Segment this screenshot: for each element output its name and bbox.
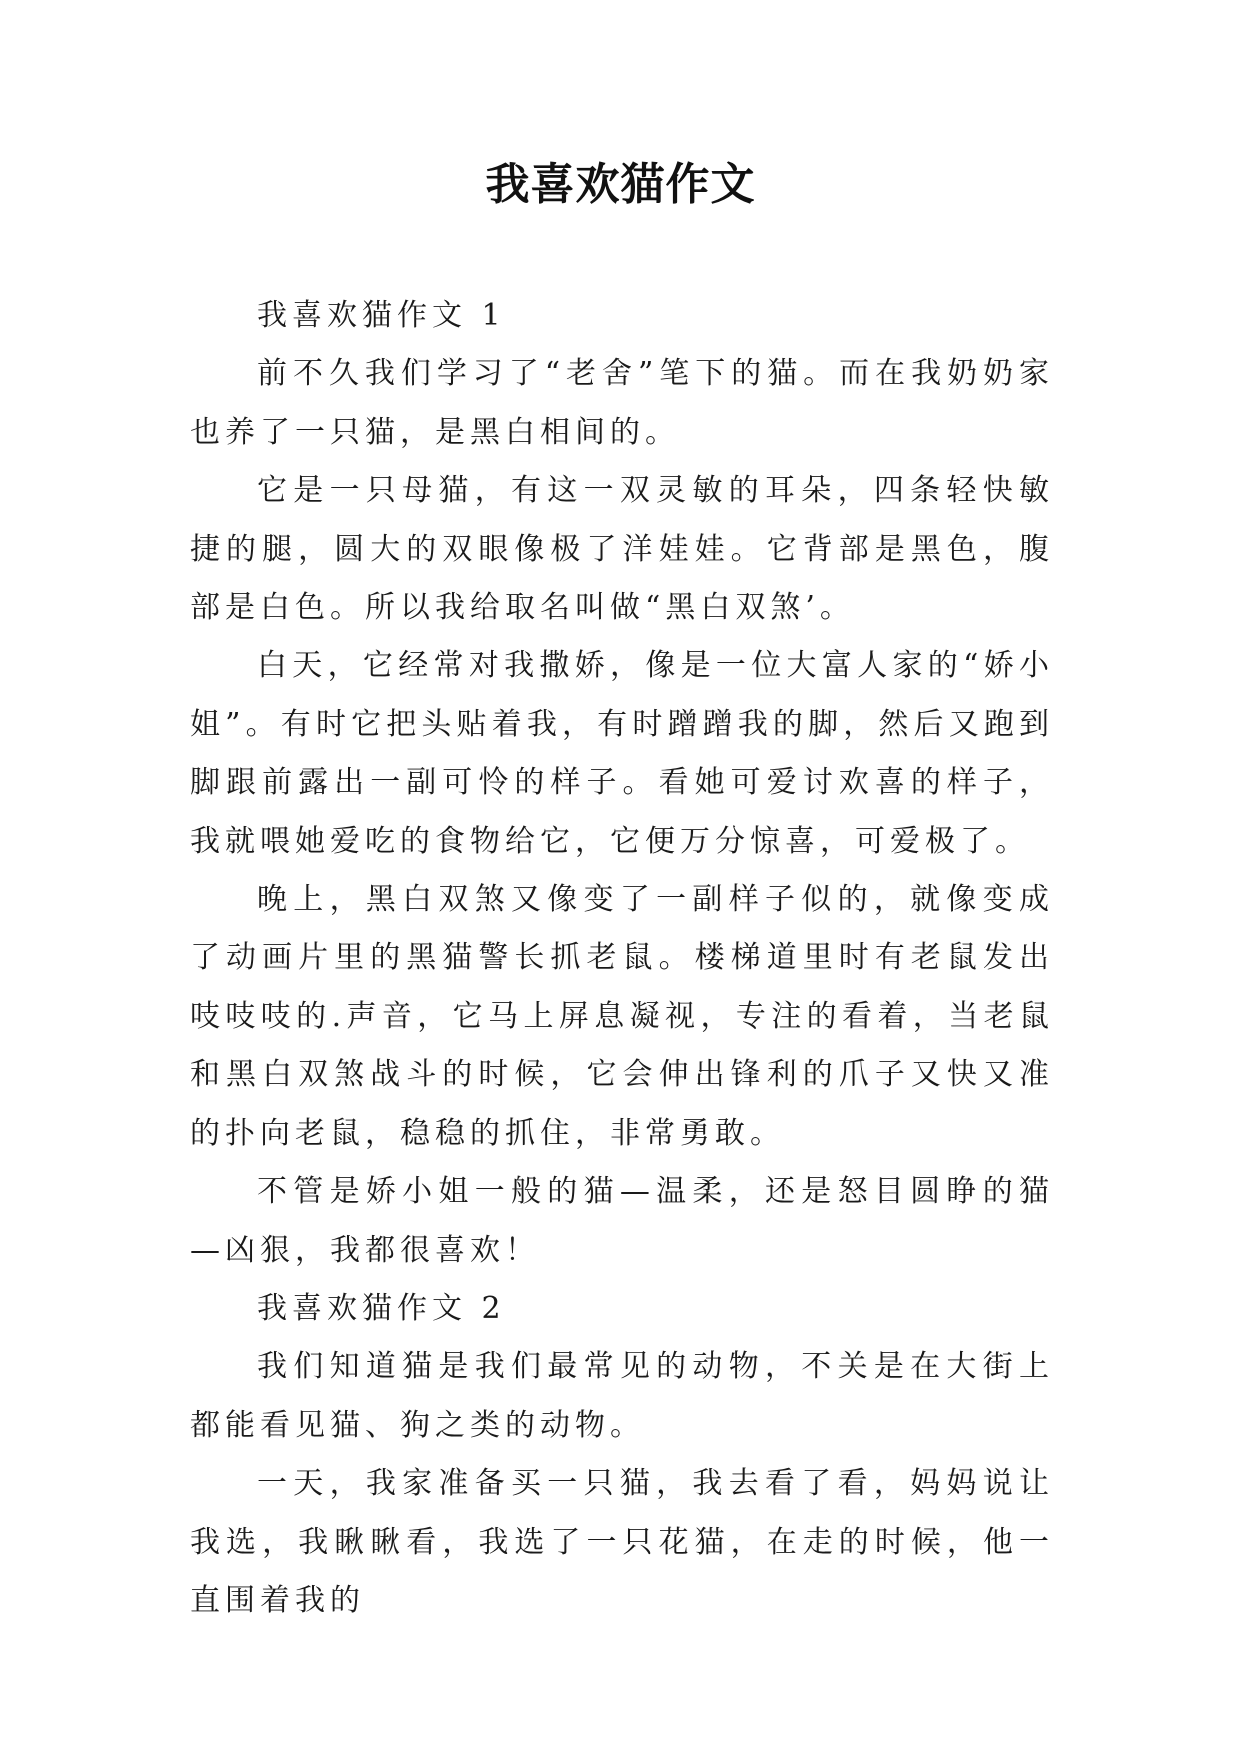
paragraph: 一天，我家准备买一只猫，我去看了看，妈妈说让我选，我瞅瞅看，我选了一只花猫，在走的时候，他一直围着我的 — [190, 1466, 1054, 1618]
section-heading-2: 我喜欢猫作文 2 — [257, 1290, 506, 1326]
paragraph: 前不久我们学习了“老舍”笔下的猫。而在我奶奶家也养了一只猫，是黑白相间的。 — [190, 356, 1054, 450]
paragraph: 白天，它经常对我撒娇，像是一位大富人家的“娇小姐”。有时它把头贴着我，有时蹭蹭我的脚，然后又跑到脚跟前露出一副可怜的样子。看她可爱讨欢喜的样子，我就喂她爱吃的食物给它，它便万分惊喜，可爱极了。 — [190, 648, 1054, 859]
document-body — [190, 287, 1054, 1630]
paragraph: 我们知道猫是我们最常见的动物，不关是在大街上都能看见猫、狗之类的动物。 — [190, 1349, 1054, 1443]
document-title: 我喜欢猫作文 — [485, 159, 756, 210]
section-heading-1: 我喜欢猫作文 1 — [257, 298, 506, 333]
paragraph: 不管是娇小姐一般的猫—温柔，还是怒目圆睁的猫—凶狠，我都很喜欢！ — [190, 1174, 1054, 1268]
paragraph: 晚上，黑白双煞又像变了一副样子似的，就像变成了动画片里的黑猫警长抓老鼠。楼梯道里时有老鼠发出吱吱吱的.声音，它马上屏息凝视，专注的看着，当老鼠和黑白双煞战斗的时候，它会伸出锋利的爪子又快又准的扑向老鼠，稳稳的抓住，非常勇敢。 — [190, 882, 1054, 1151]
paragraph: 它是一只母猫，有这一双灵敏的耳朵，四条轻快敏捷的腿，圆大的双眼像极了洋娃娃。它背部是黑色，腹部是白色。所以我给取名叫做“黑白双煞’。 — [190, 473, 1054, 626]
